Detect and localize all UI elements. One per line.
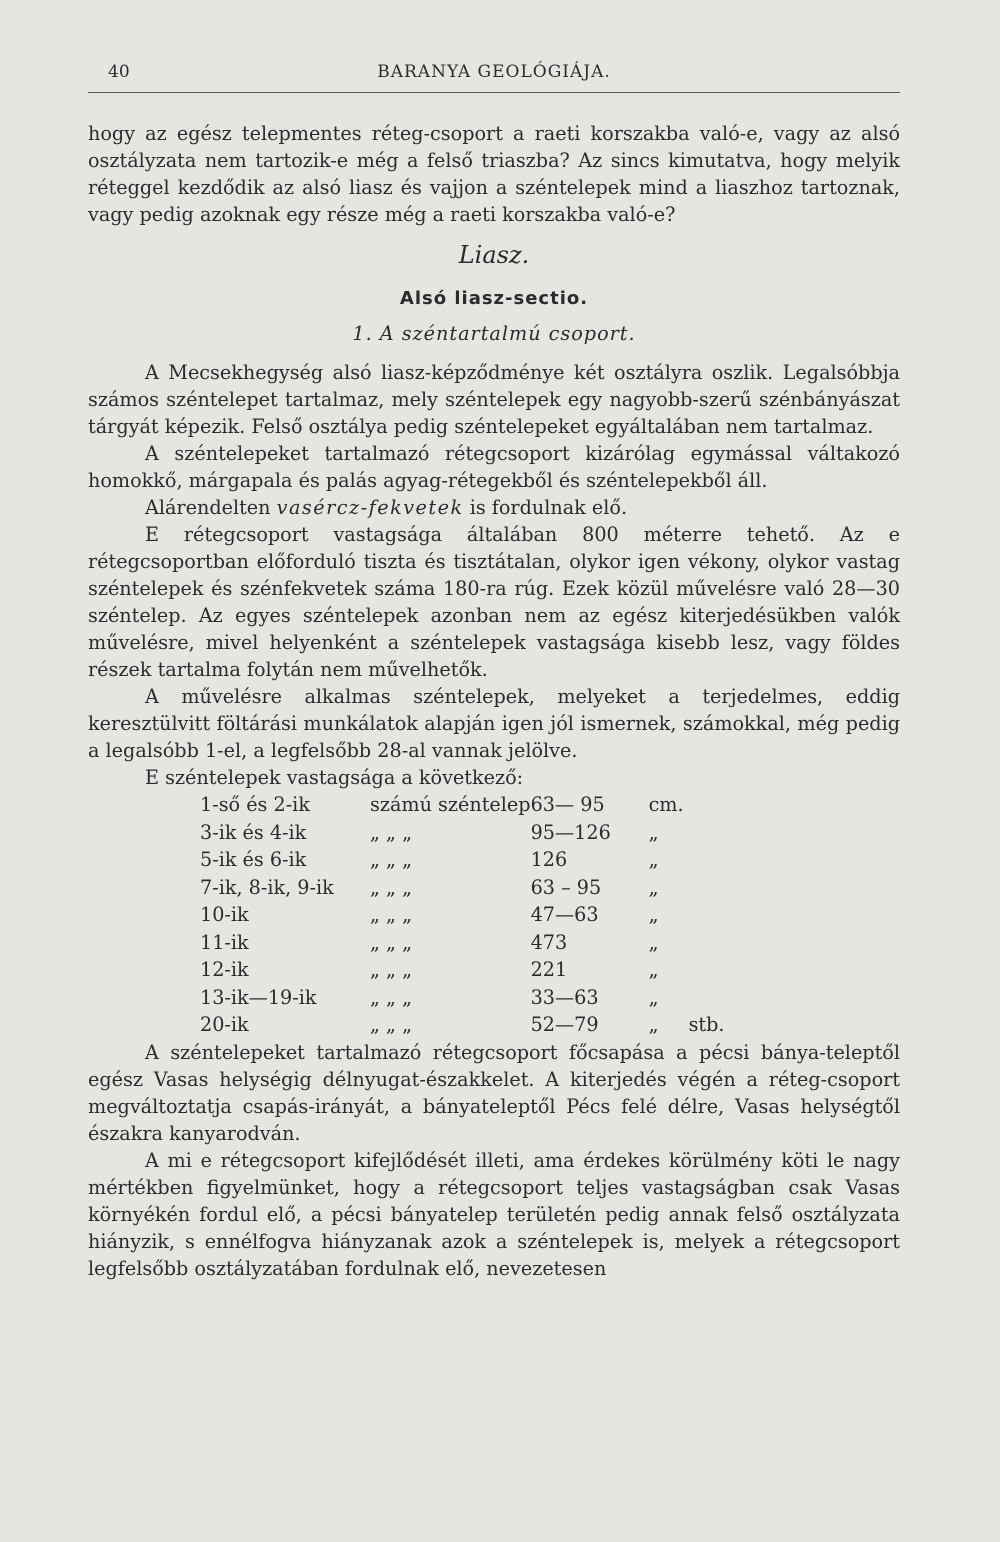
table-cell-extra [689, 956, 725, 984]
table-cell-extra [689, 929, 725, 957]
table-cell-seam: 3-ik és 4-ik [200, 820, 307, 844]
paragraph: A széntelepeket tartalmazó rétegcsoport főcsapása a pécsi bánya-teleptől egész Vasas helységig délnyugat-északkelet. A kiterjedés végén a réteg-csoport megváltoztatja csapás-irányát, a bányateleptől Pécs felé délre, Vasas helységtől északra kanyarodván. [88, 1040, 900, 1145]
table-cell-value: 33—63 [530, 985, 599, 1009]
table-row [200, 791, 725, 819]
page-number: 40 [108, 62, 130, 82]
table-cell-unit: „ [648, 1013, 659, 1036]
table-cell-unit: „ [648, 985, 659, 1009]
table-cell-label: „ „ „ [370, 875, 413, 899]
table-cell-label: számú széntelep [370, 793, 531, 816]
table-row [200, 1011, 725, 1039]
paragraph [88, 494, 900, 521]
table-cell-extra [689, 791, 725, 819]
table-cell-seam: 5-ik és 6-ik [200, 848, 307, 871]
table-cell-label: „ „ „ [370, 1013, 413, 1036]
table-cell-unit: cm. [648, 793, 684, 816]
table-cell-extra [689, 901, 725, 929]
table-cell-label: „ „ „ [370, 820, 413, 844]
table-cell-extra: stb. [688, 1013, 725, 1036]
table-cell-seam: 13-ik—19-ik [200, 985, 317, 1009]
table-cell-value: 95—126 [530, 820, 611, 844]
table-row [200, 901, 725, 929]
paragraph: A széntelepeket tartalmazó rétegcsoport kizárólag egymással váltakozó homokkő, márgapala és palás agyag-rétegekből és széntelepekből áll. [88, 442, 900, 492]
table-cell-unit: „ [648, 820, 659, 844]
table-cell-unit: „ [648, 903, 659, 926]
paragraph: A Mecsekhegység alsó liasz-képződménye két osztályra oszlik. Legalsóbbja számos széntelepet tartalmaz, mely széntelepek egy nagyobb-szerű szénbányászat tárgyát képezik. Felső osztálya pedig széntelepeket egyáltalában nem tartalmaz. [88, 361, 900, 438]
table-cell-value: 473 [530, 930, 568, 954]
table-cell-value: 126 [530, 848, 568, 871]
paragraph: E széntelepek vastagsága a következő: [145, 766, 524, 789]
table-cell-seam: 11-ik [200, 930, 249, 954]
table-cell-extra [689, 874, 725, 902]
table-cell-extra [689, 846, 725, 874]
section-title: Liasz. [458, 241, 530, 269]
running-title: BARANYA GEOLÓGIÁJA. [377, 62, 611, 82]
paragraph: A mi e rétegcsoport kifejlődését illeti, ama érdekes körülmény köti le nagy mértékben figyelmünket, hogy a rétegcsoport teljes vastagságban csak Vasas környékén fordul elő, a pécsi bányatelep területén pedig annak felső osztályzata hiányzik, s ennélfogva hiányzanak azok a széntelepek is, melyek a rétegcsoport legfelsőbb osztályzatában fordulnak elő, nevezetesen [88, 1148, 900, 1280]
table-row [200, 929, 725, 957]
table-cell-seam: 7-ik, 8-ik, 9-ik [200, 875, 334, 899]
table-cell-unit: „ [648, 848, 659, 871]
table-cell-value: 52—79 [530, 1013, 599, 1036]
paragraph: A művelésre alkalmas széntelepek, melyeket a terjedelmes, eddig keresztülvitt föltárási munkálatok alapján igen jól ismernek, számokkal, még pedig a legalsóbb 1-el, a legfelsőbb 28-al vannak jelölve. [88, 685, 900, 762]
emphasized-term: vasércz-fekvetek [276, 496, 464, 519]
table-cell-label: „ „ „ [370, 903, 413, 926]
seam-thickness-table [200, 791, 725, 1039]
paragraph: E rétegcsoport vastagsága általában 800 méterre tehető. Az e rétegcsoportban előforduló tiszta és tisztátalan, olykor igen vékony, olykor vastag széntelepek és szénfekvetek száma 180-ra rúg. Ezek közül művelésre való 28—30 széntelep. Az egyes széntelepek azonban nem az egész kiterjedésükben valók művelésre, mivel helyenként a széntelepek vastagsága kisebb lesz, vagy földes részek tartalma folytán nem művelhetők. [88, 523, 900, 681]
table-cell-label: „ „ „ [370, 958, 413, 981]
table-cell-value: 63— 95 [530, 793, 605, 816]
table-cell-label: „ „ „ [370, 985, 413, 1009]
paragraph: hogy az egész telepmentes réteg-csoport a raeti korszakba való-e, vagy az alsó osztályzata nem tartozik-e még a felső triaszba? Az sincs kimutatva, hogy melyik réteggel kezdődik az alsó liasz és vajjon a széntelepek mind a liaszhoz tartoznak, vagy pedig azoknak egy része még a raeti korszakba való-e? [88, 122, 900, 226]
table-cell-label: „ „ „ [370, 848, 413, 871]
group-title: 1. A széntartalmú csoport. [352, 322, 636, 345]
table-row [200, 846, 725, 874]
table-row [200, 819, 725, 847]
text-run: is fordulnak elő. [463, 496, 628, 519]
table-cell-value: 63 – 95 [530, 875, 602, 899]
table-cell-unit: „ [648, 958, 659, 981]
table-cell-seam: 12-ik [200, 958, 249, 981]
page-body [88, 120, 900, 1282]
table-cell-unit: „ [648, 930, 659, 954]
table-cell-seam: 20-ik [200, 1013, 249, 1036]
section-subtitle: Alsó liasz-sectio. [399, 288, 589, 309]
table-cell-value: 221 [530, 958, 568, 981]
text-run: Alárendelten [145, 496, 277, 519]
table-row [200, 874, 725, 902]
table-cell-label: „ „ „ [370, 930, 413, 954]
table-cell-unit: „ [648, 875, 659, 899]
table-cell-seam: 1-ső és 2-ik [200, 793, 310, 816]
running-header [88, 62, 900, 93]
table-row [200, 956, 725, 984]
table-cell-value: 47—63 [530, 903, 599, 926]
table-row [200, 984, 725, 1012]
table-cell-extra [689, 984, 725, 1012]
table-cell-seam: 10-ik [200, 903, 249, 926]
table-cell-extra [689, 819, 725, 847]
